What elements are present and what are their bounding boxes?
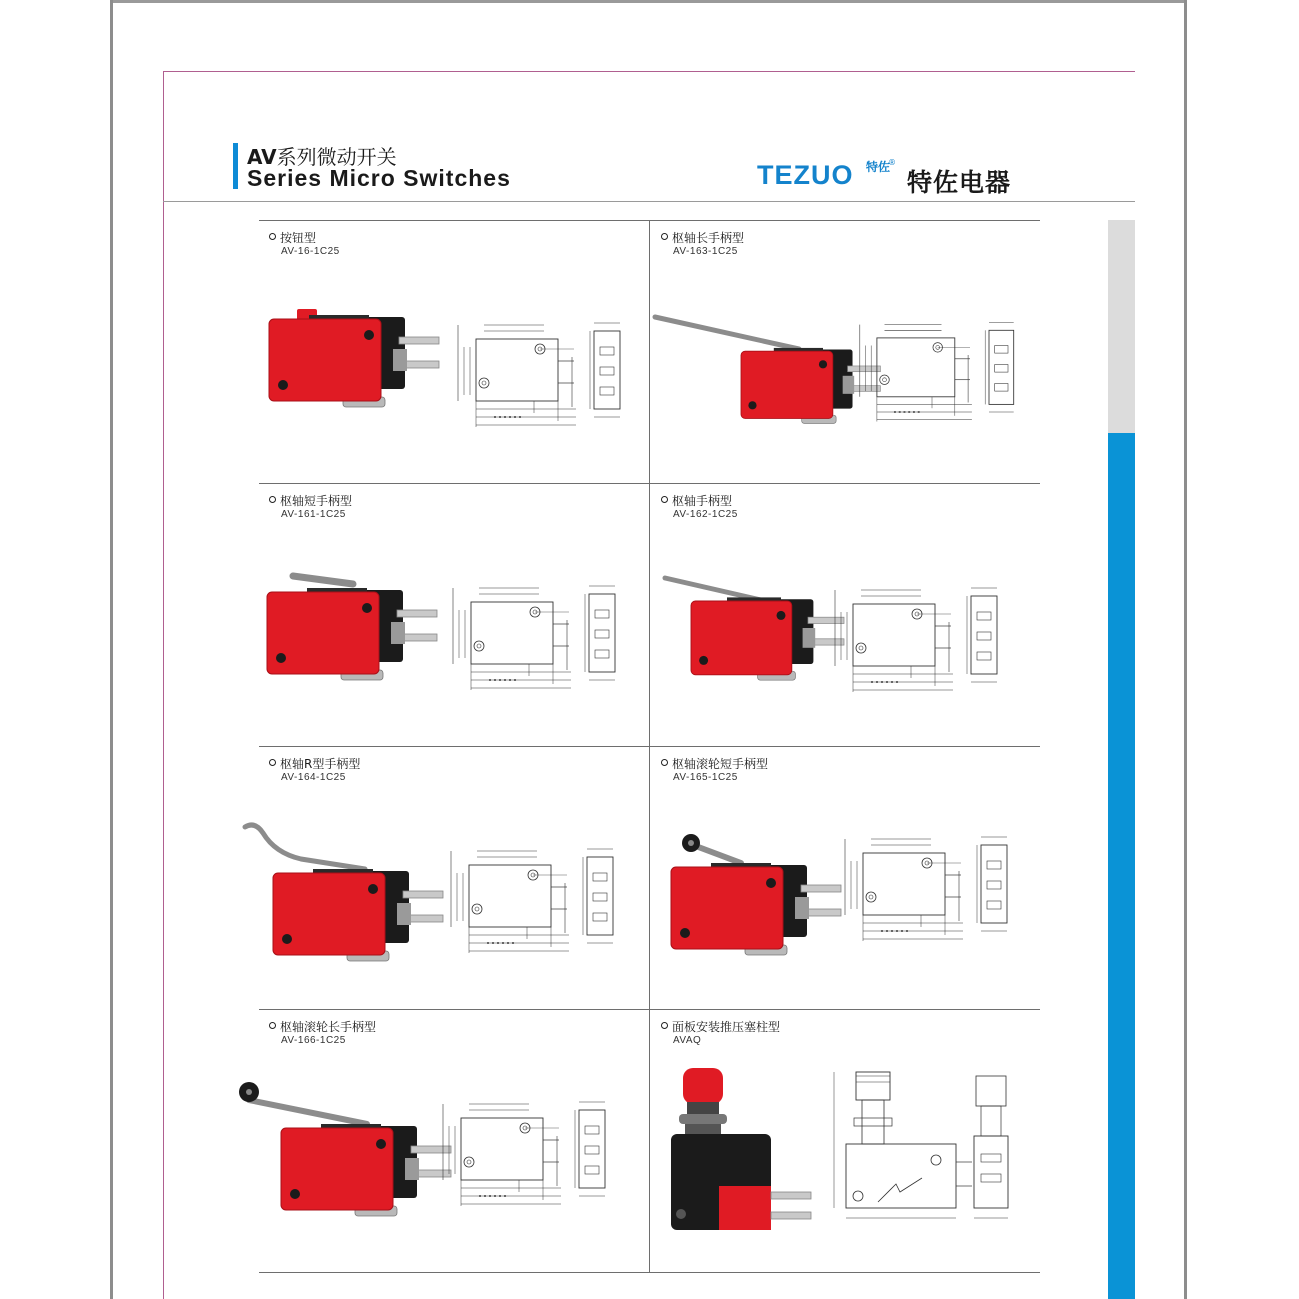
dimension-drawing bbox=[826, 1062, 1036, 1232]
page-frame-top bbox=[110, 0, 1187, 3]
product-name: 按钮型 bbox=[280, 231, 317, 245]
product-name: 枢轴R型手柄型 bbox=[280, 757, 361, 771]
product-label bbox=[269, 490, 352, 520]
company-name: 特佐电器 bbox=[907, 168, 1012, 197]
product-cell-av-165 bbox=[651, 747, 1041, 1009]
grid-rule-5 bbox=[259, 1272, 1040, 1273]
product-label bbox=[661, 490, 738, 520]
product-model: AV-165-1C25 bbox=[673, 772, 738, 783]
dimension-drawing bbox=[454, 317, 639, 432]
dimension-drawing bbox=[449, 580, 634, 695]
switch-photo bbox=[267, 570, 447, 688]
product-name: 枢轴短手柄型 bbox=[280, 494, 353, 508]
switch-photo bbox=[269, 309, 449, 419]
product-name: 枢轴滚轮短手柄型 bbox=[672, 757, 769, 771]
product-label bbox=[269, 753, 360, 783]
product-cell-av-161 bbox=[259, 484, 649, 746]
switch-photo bbox=[241, 823, 451, 963]
dimension-drawing bbox=[856, 317, 1041, 432]
product-cell-avaq bbox=[651, 1010, 1041, 1272]
product-label bbox=[269, 227, 340, 257]
bullet-icon bbox=[661, 759, 668, 766]
bullet-icon bbox=[269, 759, 276, 766]
page-frame-left bbox=[110, 0, 113, 1299]
product-name: 枢轴长手柄型 bbox=[672, 231, 745, 245]
title-cn-text: 系列微动开关 bbox=[276, 145, 397, 169]
grid-column-divider bbox=[649, 220, 650, 1272]
bullet-icon bbox=[269, 496, 276, 503]
product-name: 枢轴手柄型 bbox=[672, 494, 733, 508]
product-name: 枢轴滚轮长手柄型 bbox=[280, 1020, 377, 1034]
product-model: AV-161-1C25 bbox=[281, 509, 346, 520]
dimension-drawing bbox=[439, 1096, 624, 1211]
bullet-icon bbox=[269, 1022, 276, 1029]
bullet-icon bbox=[661, 233, 668, 240]
product-cell-av-164 bbox=[259, 747, 649, 1009]
crop-mark-left bbox=[163, 71, 164, 1299]
product-label bbox=[661, 753, 768, 783]
page-frame-right bbox=[1184, 0, 1187, 1299]
title-accent-bar bbox=[233, 143, 238, 189]
product-cell-av-166 bbox=[259, 1010, 649, 1272]
product-model: AV-16-1C25 bbox=[281, 246, 340, 257]
product-cell-av-16 bbox=[259, 221, 649, 483]
bullet-icon bbox=[661, 496, 668, 503]
dimension-drawing bbox=[841, 831, 1026, 946]
header-divider bbox=[163, 201, 1135, 202]
product-label bbox=[661, 1016, 780, 1046]
product-model: AVAQ bbox=[673, 1035, 702, 1046]
brand-logo: TEZUO bbox=[757, 160, 854, 190]
dimension-drawing bbox=[831, 582, 1016, 697]
bullet-icon bbox=[269, 233, 276, 240]
side-tab-blue bbox=[1108, 433, 1135, 1299]
switch-photo bbox=[239, 1080, 449, 1230]
switch-photo bbox=[661, 574, 841, 684]
registered-mark: ® bbox=[888, 158, 896, 167]
product-model: AV-166-1C25 bbox=[281, 1035, 346, 1046]
brand-logo-mark: 特佐 bbox=[866, 160, 891, 174]
side-tab-gray bbox=[1108, 220, 1135, 433]
page-title-en: Series Micro Switches bbox=[247, 165, 511, 191]
product-model: AV-162-1C25 bbox=[673, 509, 738, 520]
bullet-icon bbox=[661, 1022, 668, 1029]
product-label bbox=[661, 227, 744, 257]
product-model: AV-164-1C25 bbox=[281, 772, 346, 783]
title-prefix: AV bbox=[247, 145, 277, 169]
crop-mark-top bbox=[163, 71, 1135, 72]
product-label bbox=[269, 1016, 376, 1046]
switch-photo bbox=[653, 313, 873, 423]
switch-photo bbox=[671, 1066, 821, 1246]
product-cell-av-162 bbox=[651, 484, 1041, 746]
switch-photo bbox=[671, 831, 851, 961]
product-cell-av-163 bbox=[651, 221, 1041, 483]
product-name: 面板安装推压塞柱型 bbox=[672, 1020, 781, 1034]
product-model: AV-163-1C25 bbox=[673, 246, 738, 257]
dimension-drawing bbox=[447, 843, 632, 958]
